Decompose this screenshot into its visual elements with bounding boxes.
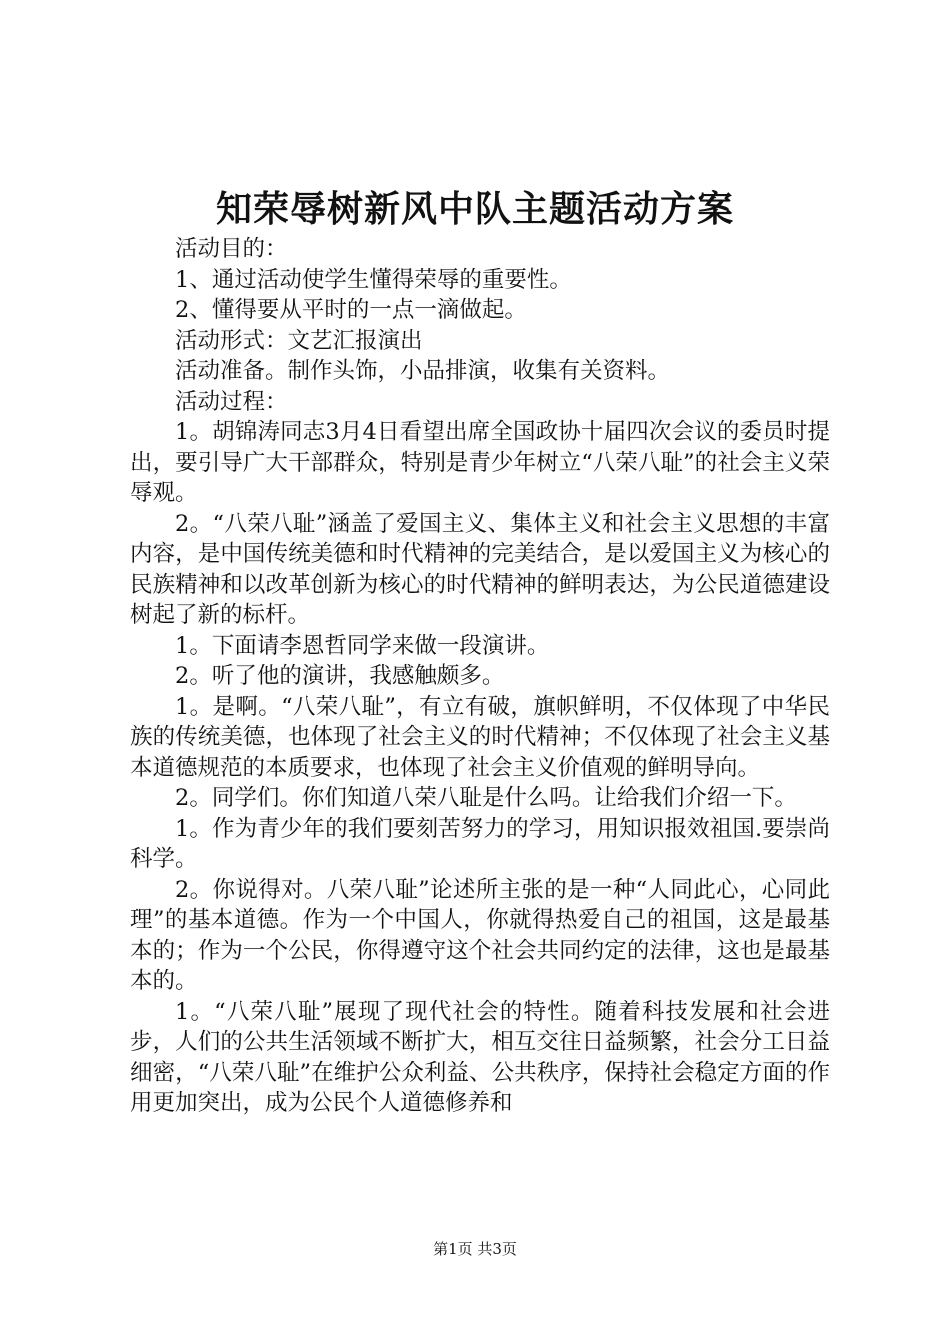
page-footer: 第1页 共3页 (433, 1240, 517, 1258)
paragraph: 1。胡锦涛同志3月4日看望出席全国政协十届四次会议的委员时提出，要引导广大干部群众，特别是青少年树立“八荣八耻”的社会主义荣辱观。 (130, 419, 830, 506)
paragraph: 活动目的： (175, 236, 288, 262)
paragraph: 1、通过活动使学生懂得荣辱的重要性。 (175, 266, 572, 293)
paragraph: 1。作为青少年的我们要刻苦努力的学习，用知识报效祖国.要崇尚科学。 (130, 815, 830, 872)
paragraph: 2、懂得要从平时的一点一滴做起。 (175, 297, 527, 323)
paragraph: 2。“八荣八耻”涵盖了爱国主义、集体主义和社会主义思想的丰富内容，是中国传统美德和时代精神的完美结合，是以爱国主义为核心的民族精神和以改革创新为核心的时代精神的鲜明表达，为公民道德建设树起了新的标杆。 (130, 510, 830, 628)
paragraph: 1。是啊。“八荣八耻”，有立有破，旗帜鲜明，不仅体现了中华民族的传统美德，也体现了社会主义的时代精神；不仅体现了社会主义基本道德规范的本质要求，也体现了社会主义价值观的鲜明导向。 (130, 693, 830, 781)
document-body (130, 234, 830, 1119)
paragraph: 活动形式：文艺汇报演出 (175, 327, 423, 354)
paragraph: 活动过程： (175, 388, 288, 415)
paragraph: 1。下面请李恩哲同学来做一段演讲。 (175, 632, 550, 659)
paragraph: 2。你说得对。八荣八耻”论述所主张的是一种“人同此心，心同此理”的基本道德。作为一个中国人，你就得热爱自己的祖国，这是最基本的；作为一个公民，你得遵守这个社会共同约定的法律，这也是最基本的。 (130, 876, 830, 994)
paragraph: 2。听了他的演讲，我感触颇多。 (175, 663, 505, 689)
document-title: 知荣辱树新风中队主题活动方案 (215, 188, 734, 230)
paragraph: 2。同学们。你们知道八荣八耻是什么吗。让给我们介绍一下。 (175, 785, 797, 811)
paragraph: 活动准备。制作头饰，小品排演，收集有关资料。 (175, 358, 671, 384)
paragraph: 1。“八荣八耻”展现了现代社会的特性。随着科技发展和社会进步，人们的公共生活领域不断扩大，相互交往日益频繁，社会分工日益细密，“八荣八耻”在维护公众利益、公共秩序，保持社会稳定方面的作用更加突出，成为公民个人道德修养和 (130, 998, 830, 1116)
